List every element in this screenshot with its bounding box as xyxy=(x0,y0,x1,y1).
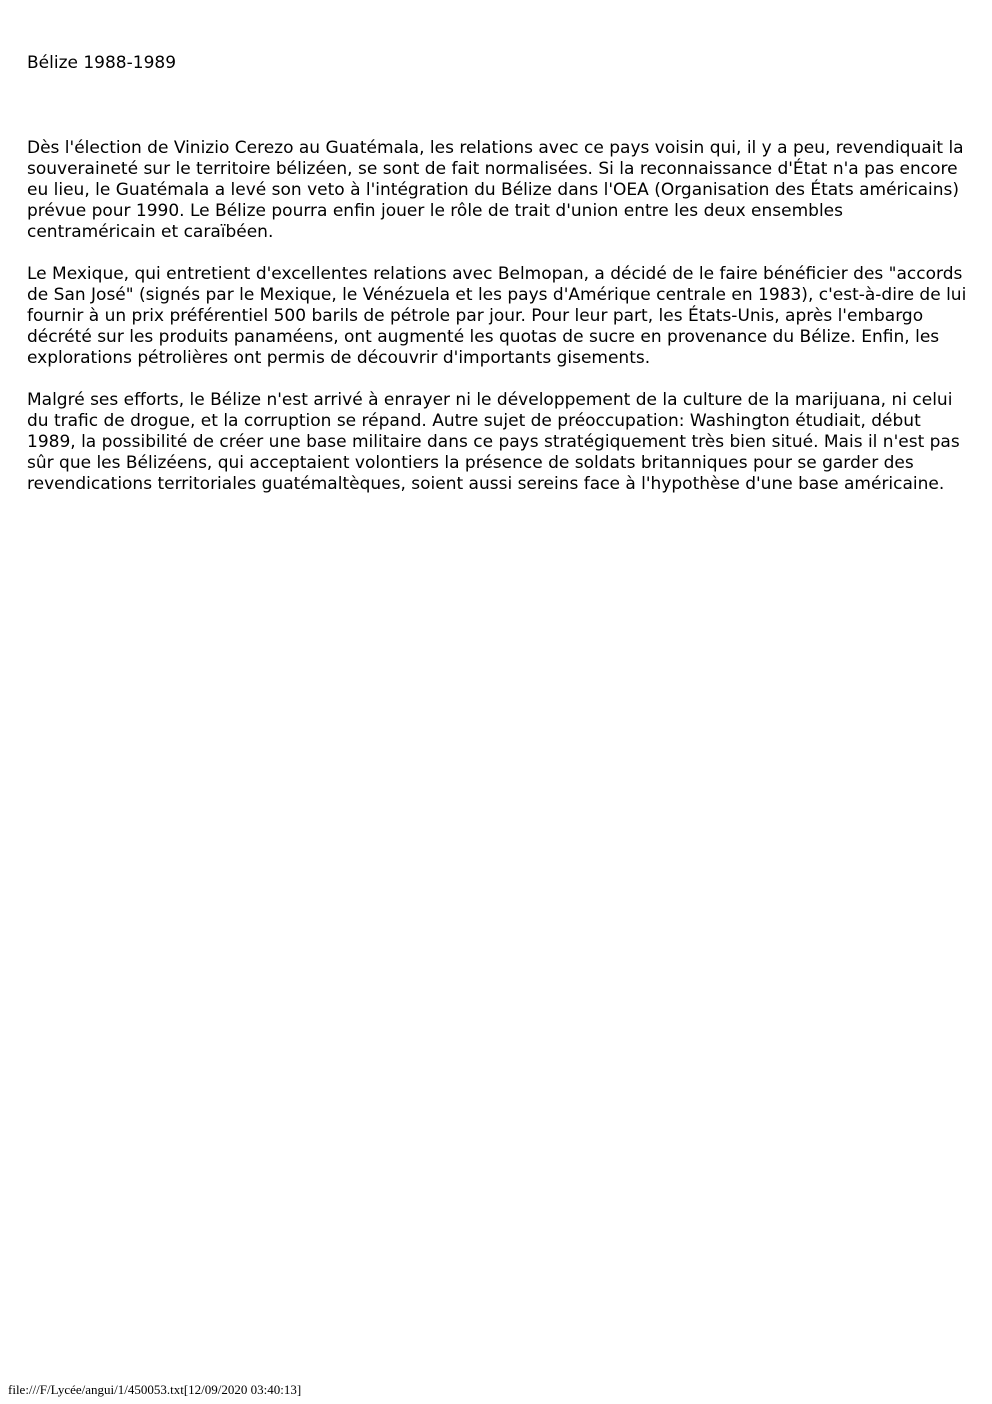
paragraph-1: Dès l'élection de Vinizio Cerezo au Guatémala, les relations avec ce pays voisin qui, il y a peu, revendiquait la souveraineté sur le territoire bélizéen, se sont de fait normalisées. Si la reconnaissance d'État n'a pas encore eu lieu, le Guatémala a levé son veto à l'intégration du Bélize dans l'OEA (Organisation des États américains) prévue pour 1990. Le Bélize pourra enfin jouer le rôle de trait d'union entre les deux ensembles centraméricain et caraïbéen. xyxy=(27,138,964,242)
paragraph-2: Le Mexique, qui entretient d'excellentes relations avec Belmopan, a décidé de le faire bénéficier des "accords de San José" (signés par le Mexique, le Vénézuela et les pays d'Amérique centrale en 1983), c'est-à-dire de lui fournir à un prix préférentiel 500 barils de pétrole par jour. Pour leur part, les États-Unis, après l'embargo décrété sur les produits panaméens, ont augmenté les quotas de sucre en provenance du Bélize. Enfin, les explorations pétrolières ont permis de découvrir d'importants gisements. xyxy=(27,264,967,368)
document-body xyxy=(27,138,967,516)
paragraph-3: Malgré ses efforts, le Bélize n'est arrivé à enrayer ni le développement de la culture de la marijuana, ni celui du trafic de drogue, et la corruption se répand. Autre sujet de préoccupation: Washington étudiait, début 1989, la possibilité de créer une base militaire dans ce pays stratégiquement très bien situé. Mais il n'est pas sûr que les Bélizéens, qui acceptaient volontiers la présence de soldats britanniques pour se garder des revendications territoriales guatémaltèques, soient aussi sereins face à l'hypothèse d'une base américaine. xyxy=(27,390,960,494)
document-title: Bélize 1988-1989 xyxy=(27,53,177,73)
file-path-footer: file:///F/Lycée/angui/1/450053.txt[12/09/2020 03:40:13] xyxy=(8,1382,302,1397)
